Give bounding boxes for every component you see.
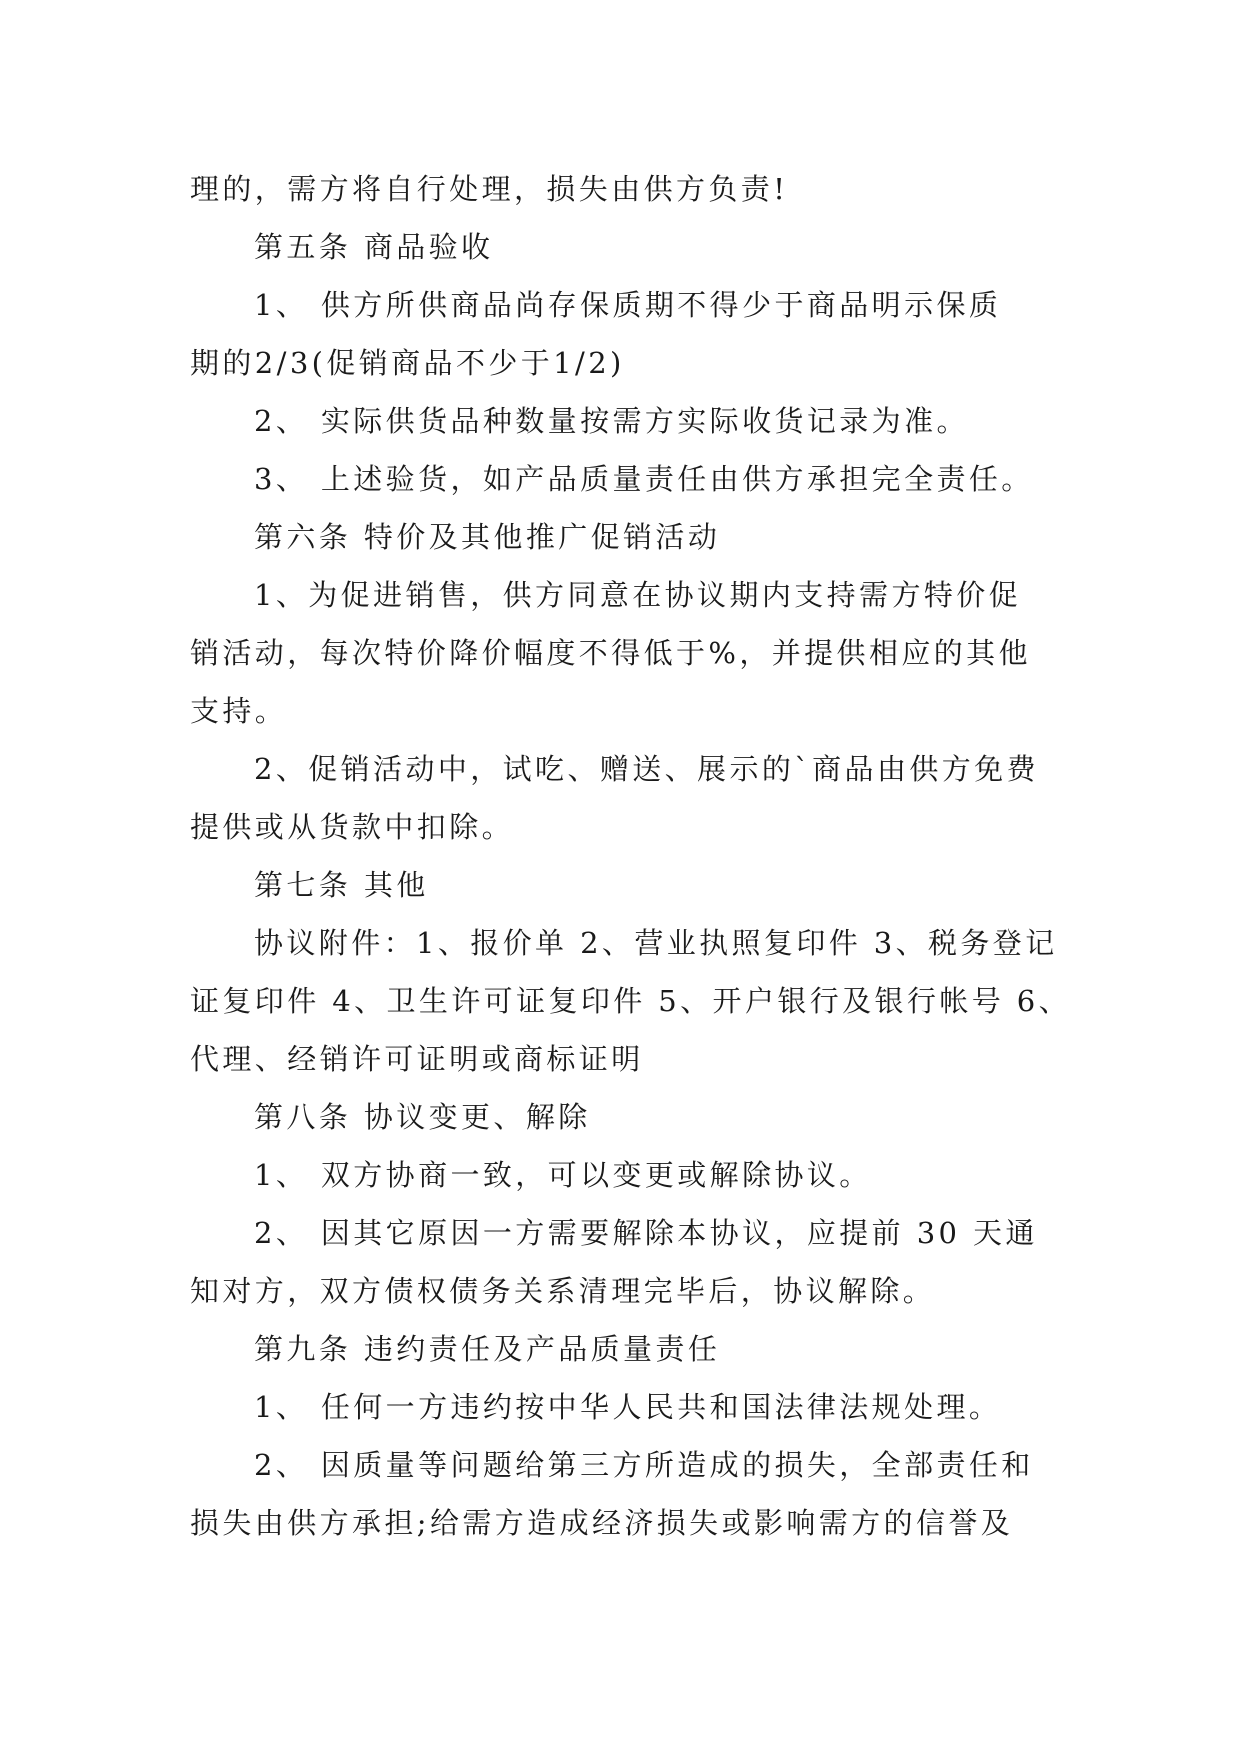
text-line: 1、 供方所供商品尚存保质期不得少于商品明示保质 xyxy=(254,288,1002,322)
text-line: 知对方，双方债权债务关系清理完毕后，协议解除。 xyxy=(190,1274,936,1308)
text-line: 协议附件：1、报价单 2、营业执照复印件 3、税务登记 xyxy=(254,926,1058,960)
text-line: 代理、经销许可证明或商标证明 xyxy=(190,1042,644,1076)
text-line: 1、为促进销售，供方同意在协议期内支持需方特价促 xyxy=(254,578,1022,612)
text-line: 1、 双方协商一致，可以变更或解除协议。 xyxy=(254,1158,872,1192)
text-line: 支持。 xyxy=(190,694,288,728)
text-line: 3、 上述验货，如产品质量责任由供方承担完全责任。 xyxy=(254,462,1034,496)
document-body xyxy=(190,160,1070,1552)
text-line: 2、促销活动中，试吃、赠送、展示的`商品由供方免费 xyxy=(254,752,1039,786)
text-line: 第八条 协议变更、解除 xyxy=(254,1100,591,1134)
text-line: 期的2/3(促销商品不少于1/2) xyxy=(190,346,625,380)
text-line: 销活动，每次特价降价幅度不得低于%，并提供相应的其他 xyxy=(190,636,1031,670)
text-line: 2、 因质量等问题给第三方所造成的损失，全部责任和 xyxy=(254,1448,1034,1482)
text-line: 第九条 违约责任及产品质量责任 xyxy=(254,1332,721,1366)
text-line: 证复印件 4、卫生许可证复印件 5、开户银行及银行帐号 6、 xyxy=(190,984,1072,1018)
text-line: 第五条 商品验收 xyxy=(254,230,494,264)
text-line: 2、 实际供货品种数量按需方实际收货记录为准。 xyxy=(254,404,969,438)
text-line: 第七条 其他 xyxy=(254,868,429,902)
text-line: 提供或从货款中扣除。 xyxy=(190,810,515,844)
text-line: 损失由供方承担;给需方造成经济损失或影响需方的信誉及 xyxy=(190,1506,1014,1540)
text-line: 第六条 特价及其他推广促销活动 xyxy=(254,520,721,554)
text-line: 2、 因其它原因一方需要解除本协议，应提前 30 天通 xyxy=(254,1216,1038,1250)
text-line: 理的，需方将自行处理，损失由供方负责! xyxy=(190,172,789,206)
text-line: 1、 任何一方违约按中华人民共和国法律法规处理。 xyxy=(254,1390,1002,1424)
